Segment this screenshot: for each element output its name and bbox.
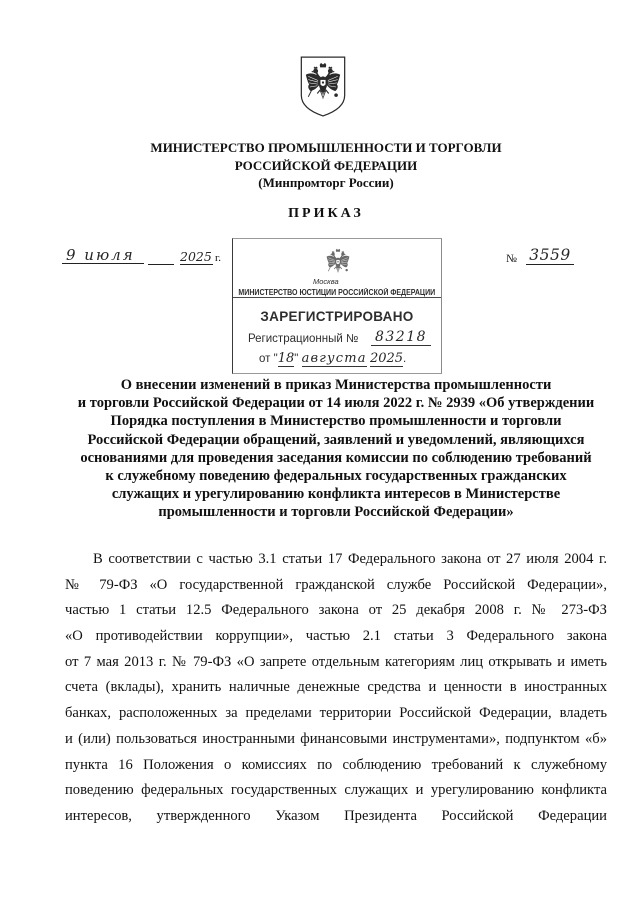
stamp-date-suffix: . <box>403 353 407 365</box>
stamp-emblem <box>325 247 351 277</box>
stamp-registration-label: Регистрационный № <box>248 333 359 345</box>
stamp-date-open-quote: " <box>273 353 278 365</box>
order-preamble <box>65 547 607 830</box>
registration-stamp <box>232 238 442 374</box>
order-date-day-month: 9 июля <box>62 247 144 264</box>
title-line: Порядка поступления в Министерство промышленности и торговли <box>110 413 562 430</box>
stamp-registration-number: 83218 <box>371 329 431 346</box>
stamp-date-year: 2025 <box>369 351 404 366</box>
stamp-divider <box>233 297 441 298</box>
title-line: основаниями для проведения заседания комиссии по соблюдению требований <box>80 449 592 466</box>
title-line: Российской Федерации обращений, заявлений и уведомлений, являющихся <box>87 431 585 448</box>
stamp-date <box>259 350 406 368</box>
preamble-line: В соответствии с частью 3.1 статьи 17 Федерального закона от 27 июля 2004 г. <box>93 551 607 567</box>
preamble-line: и (или) пользоваться иностранными финансовыми инструментами», подпунктом «б» <box>65 730 607 747</box>
title-line: промышленности и торговли Российской Федерации» <box>158 504 514 521</box>
title-line: служащих и урегулированию конфликта интересов в Министерстве <box>111 486 561 503</box>
stamp-date-day: 18 <box>277 351 295 366</box>
coat-of-arms <box>298 54 348 118</box>
preamble-line: поведению федеральных государственных служащих и урегулированию конфликта <box>65 782 607 799</box>
preamble-line: пункта 16 Положения о комиссиях по соблюдению требований к служебному <box>65 756 607 773</box>
stamp-city: Москва <box>313 277 339 286</box>
order-title <box>32 376 640 522</box>
preamble-line: счета (вклады), хранить наличные денежные средства и ценности в иностранных <box>65 679 607 696</box>
order-number: 3559 <box>526 247 574 265</box>
preamble-line: «О противодействии коррупции», частью 2.1 статьи 3 Федерального закона <box>65 628 607 645</box>
title-line: и торговли Российской Федерации от 14 июля 2022 г. № 2939 «Об утверждении <box>77 395 595 412</box>
stamp-emblem-icon <box>325 247 351 277</box>
preamble-line: № 79-ФЗ «О государственной гражданской службе Российской Федерации», <box>65 576 607 593</box>
stamp-date-month: августа <box>301 351 367 366</box>
title-line: к служебному поведению федеральных государственных гражданских <box>105 467 567 484</box>
document-type: ПРИКАЗ <box>288 206 364 221</box>
order-number-label: № <box>506 253 517 265</box>
stamp-date-prefix: от <box>259 353 271 365</box>
ministry-header <box>12 139 640 192</box>
coat-of-arms-icon <box>298 54 348 118</box>
order-date-year: 2025 <box>180 249 212 264</box>
preamble-line: частью 1 статьи 12.5 Федерального закона от 25 декабря 2008 г. № 273-ФЗ <box>65 602 607 619</box>
order-date-suffix: г. <box>215 252 222 264</box>
ministry-name-line-1: МИНИСТЕРСТВО ПРОМЫШЛЕННОСТИ И ТОРГОВЛИ <box>150 140 502 155</box>
preamble-line: от 7 мая 2013 г. № 79-ФЗ «О запрете отдельным категориям лиц открывать и иметь <box>65 653 607 670</box>
preamble-line: банках, расположенных за пределами территории Российской Федерации, владеть <box>65 705 607 722</box>
stamp-authority-text: МИНИСТЕРСТВО ЮСТИЦИИ РОССИЙСКОЙ ФЕДЕРАЦИИ <box>238 288 436 297</box>
order-date-blank-line <box>148 264 174 265</box>
stamp-date-close-quote: " <box>294 353 299 365</box>
title-line: О внесении изменений в приказ Министерства промышленности <box>120 377 552 393</box>
stamp-status: ЗАРЕГИСТРИРОВАНО <box>260 309 414 324</box>
ministry-short-name: (Минпромторг России) <box>258 175 394 190</box>
ministry-name-line-2: РОССИЙСКОЙ ФЕДЕРАЦИИ <box>234 157 418 173</box>
preamble-line: интересов, утвержденного Указом Президента Российской Федерации <box>65 807 607 824</box>
